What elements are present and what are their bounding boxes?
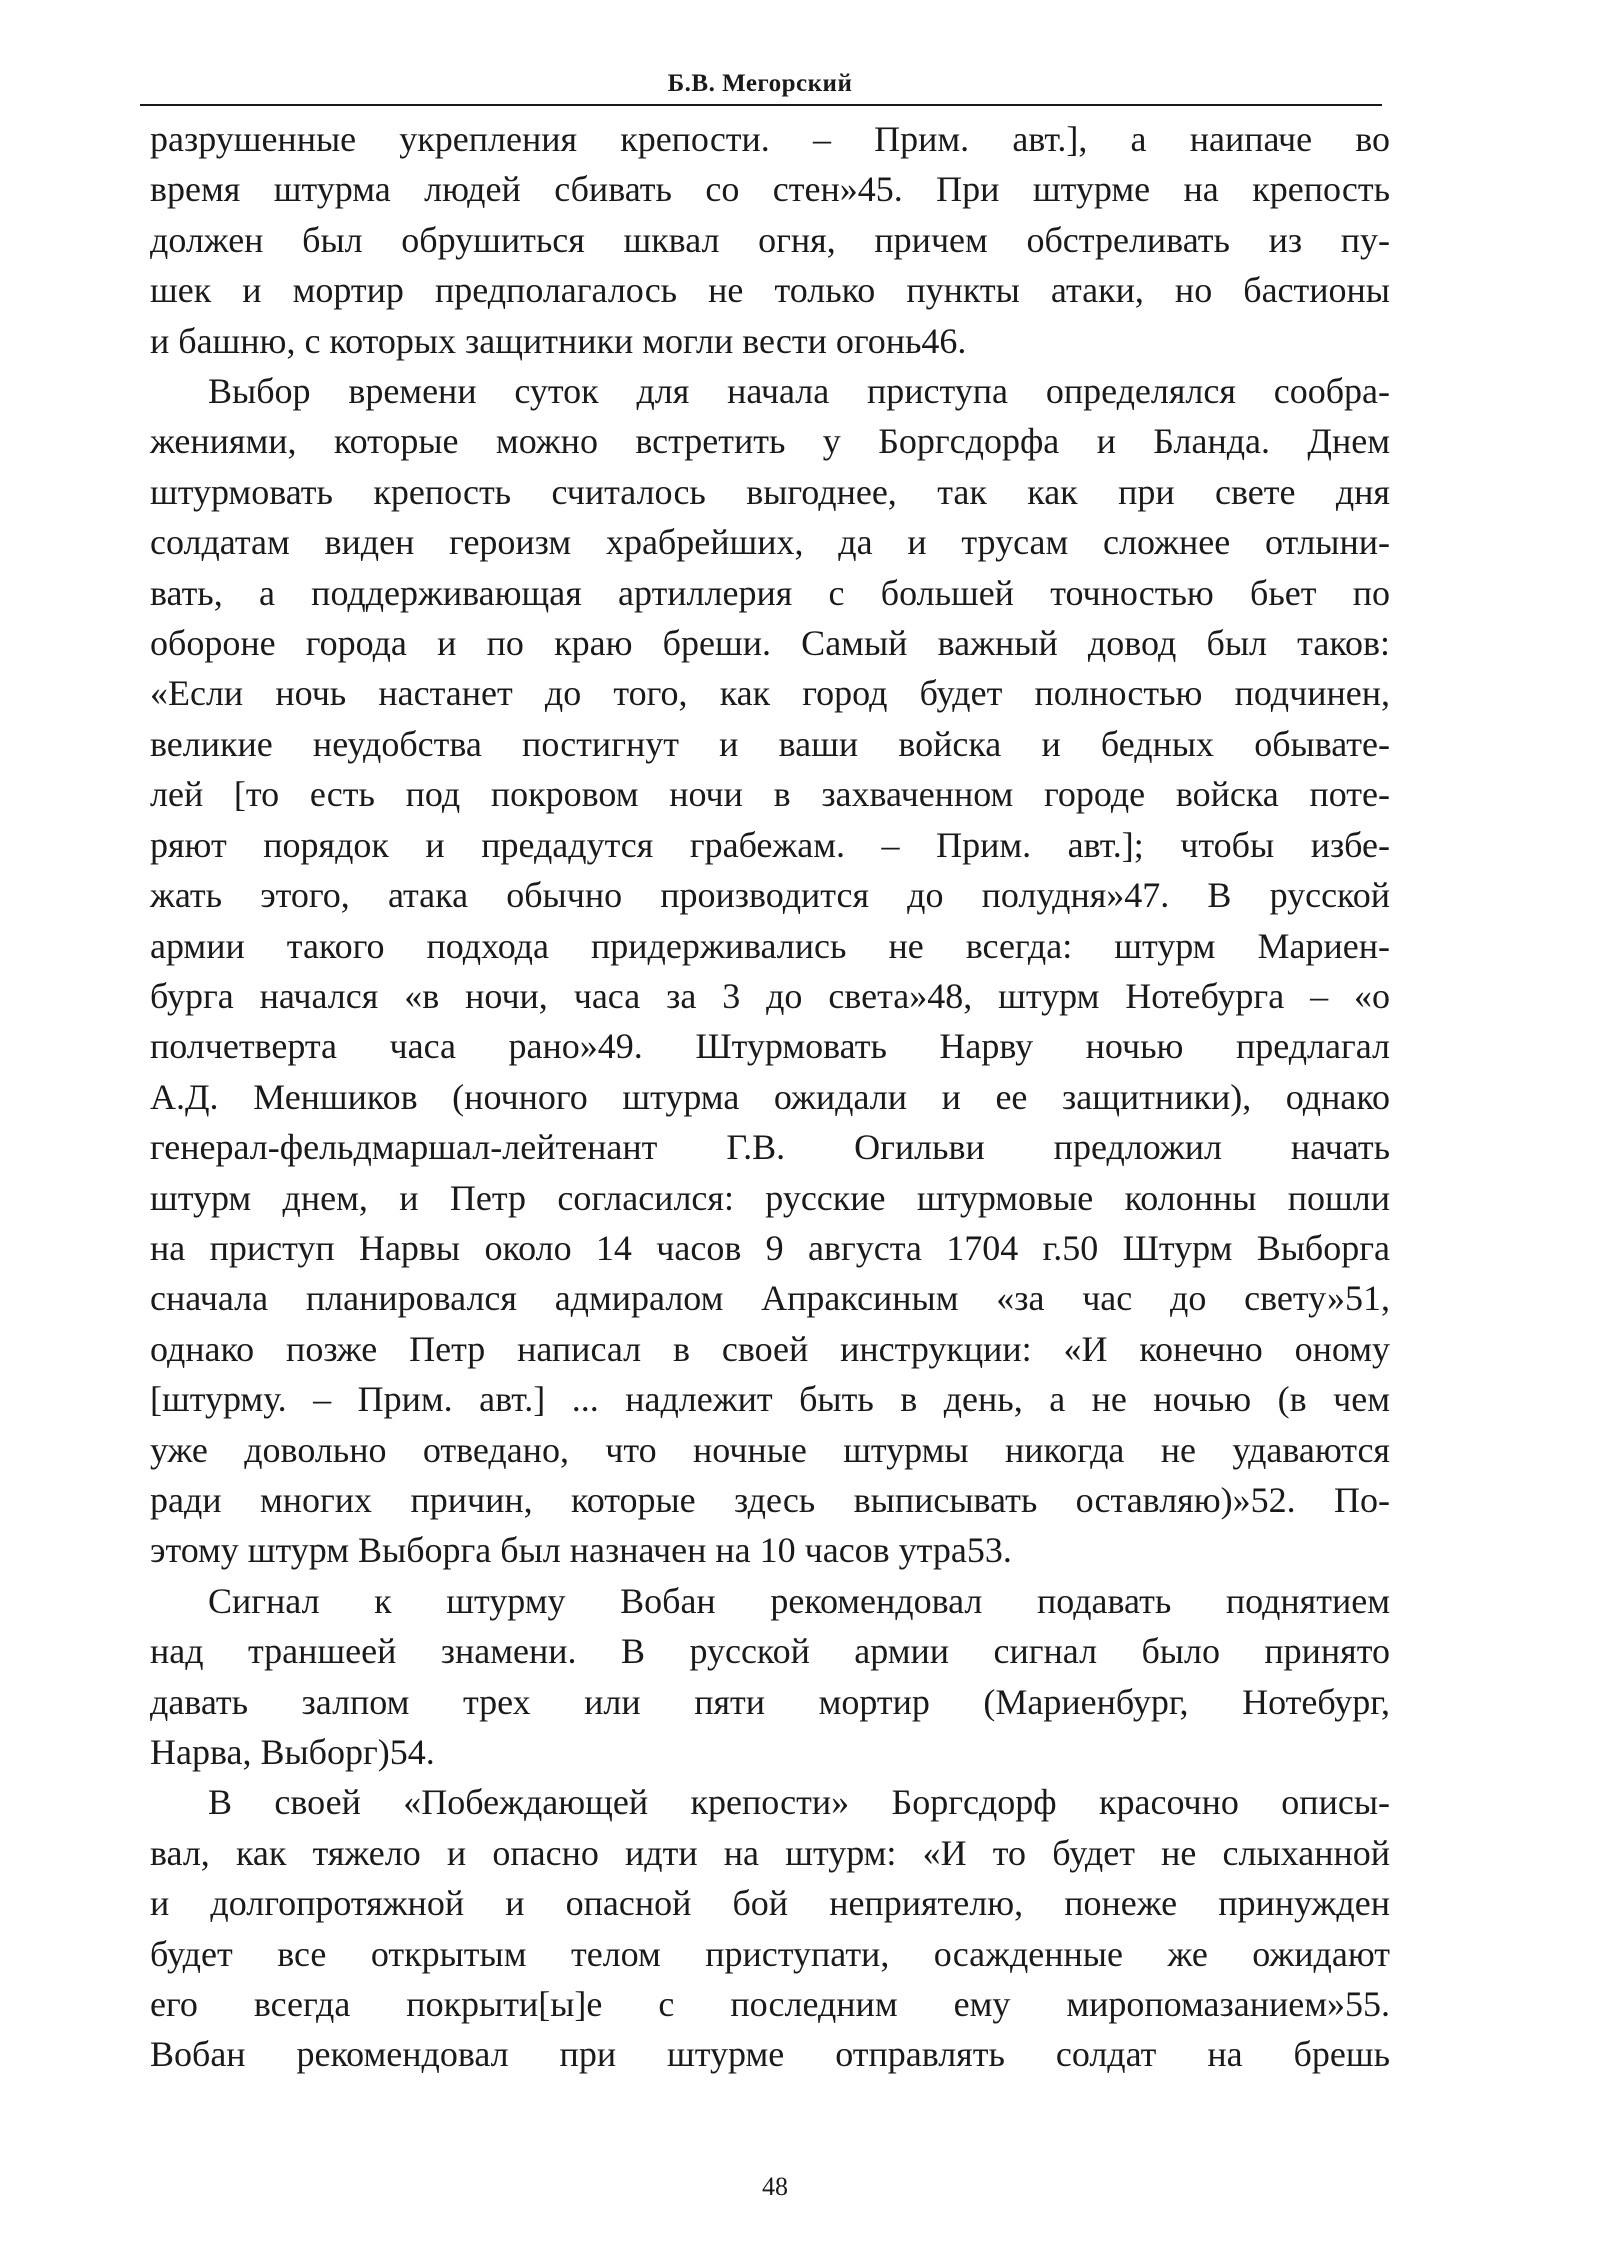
page-number: 48	[762, 2172, 788, 2201]
text-line: жениями, которые можно встретить у Боргсдорфа и Бланда. Днем	[150, 421, 1390, 462]
text-line: Выбор времени суток для начала приступа определялся сообра-	[208, 371, 1390, 412]
text-line: Нарва, Выборг)54.	[150, 1732, 435, 1772]
text-line: давать залпом трех или пяти мортир (Мариенбург, Нотебург,	[150, 1681, 1390, 1722]
text-line: штурмовать крепость считалось выгоднее, так как при свете дня	[150, 471, 1390, 512]
text-line: однако позже Петр написал в своей инструкции: «И конечно оному	[150, 1328, 1390, 1369]
text-line: этому штурм Выборга был назначен на 10 часов утра53.	[150, 1530, 1012, 1571]
text-line: лей [то есть под покровом ночи в захваченном городе войска поте-	[150, 774, 1390, 815]
text-line: и башню, с которых защитники могли вести огонь46.	[150, 320, 967, 361]
text-line: ряют порядок и предадутся грабежам. – Прим. авт.]; чтобы избе-	[150, 824, 1390, 865]
text-line: армии такого подхода придерживались не всегда: штурм Мариен-	[150, 925, 1390, 966]
text-line: его всегда покрыти[ы]е с последним ему миропомазанием»55.	[150, 1984, 1390, 2025]
text-line: сначала планировался адмиралом Апраксиным «за час до свету»51,	[150, 1278, 1390, 1319]
text-line: вать, а поддерживающая артиллерия с большей точностью бьет по	[150, 572, 1390, 613]
text-line: В своей «Побеждающей крепости» Боргсдорф красочно описы-	[208, 1782, 1390, 1823]
text-line: «Если ночь настанет до того, как город будет полностью подчинен,	[150, 673, 1390, 714]
text-line: великие неудобства постигнут и ваши войска и бедных обывате-	[150, 723, 1390, 764]
text-line: обороне города и по краю бреши. Самый важный довод был таков:	[150, 623, 1390, 664]
text-line: время штурма людей сбивать со стен»45. При штурме на крепость	[150, 169, 1390, 210]
text-line: вал, как тяжело и опасно идти на штурм: «И то будет не слыханной	[150, 1832, 1390, 1873]
text-line: над траншеей знамени. В русской армии сигнал было принято	[150, 1631, 1390, 1672]
text-line: полчетверта часа рано»49. Штурмовать Нарву ночью предлагал	[150, 1026, 1390, 1067]
text-line: и долгопротяжной и опасной бой неприятелю, понеже принужден	[150, 1883, 1390, 1924]
text-line: А.Д. Меншиков (ночного штурма ожидали и ее защитники), однако	[150, 1076, 1390, 1117]
text-line: солдатам виден героизм храбрейших, да и трусам сложнее отлыни-	[150, 522, 1390, 563]
text-line: уже довольно отведано, что ночные штурмы никогда не удаваются	[150, 1429, 1390, 1470]
text-line: штурм днем, и Петр согласился: русские штурмовые колонны пошли	[150, 1177, 1390, 1218]
text-line: жать этого, атака обычно производится до полудня»47. В русской	[150, 875, 1390, 916]
text-line: бурга начался «в ночи, часа за 3 до света»48, штурм Нотебурга – «о	[150, 975, 1390, 1016]
text-line: Вобан рекомендовал при штурме отправлять солдат на брешь	[150, 2034, 1390, 2075]
text-line: ради многих причин, которые здесь выписывать оставляю)»52. По-	[150, 1479, 1390, 1520]
text-line: будет все открытым телом приступати, осажденные же ожидают	[150, 1933, 1390, 1974]
text-line: [штурму. – Прим. авт.] ... надлежит быть в день, а не ночью (в чем	[150, 1379, 1390, 1420]
text-line: шек и мортир предполагалось не только пункты атаки, но бастионы	[150, 270, 1390, 311]
header-rule	[140, 104, 1382, 106]
text-line: на приступ Нарвы около 14 часов 9 августа 1704 г.50 Штурм Выборга	[150, 1227, 1390, 1268]
running-head-author: Б.В. Мегорский	[667, 70, 853, 97]
text-line: Сигнал к штурму Вобан рекомендовал подавать поднятием	[208, 1580, 1390, 1621]
text-line: генерал-фельдмаршал-лейтенант Г.В. Огильви предложил начать	[150, 1127, 1390, 1168]
text-line: должен был обрушиться шквал огня, причем обстреливать из пу-	[150, 219, 1390, 260]
body-text	[150, 114, 1390, 2080]
text-line: разрушенные укрепления крепости. – Прим. авт.], а наипаче во	[150, 119, 1390, 159]
